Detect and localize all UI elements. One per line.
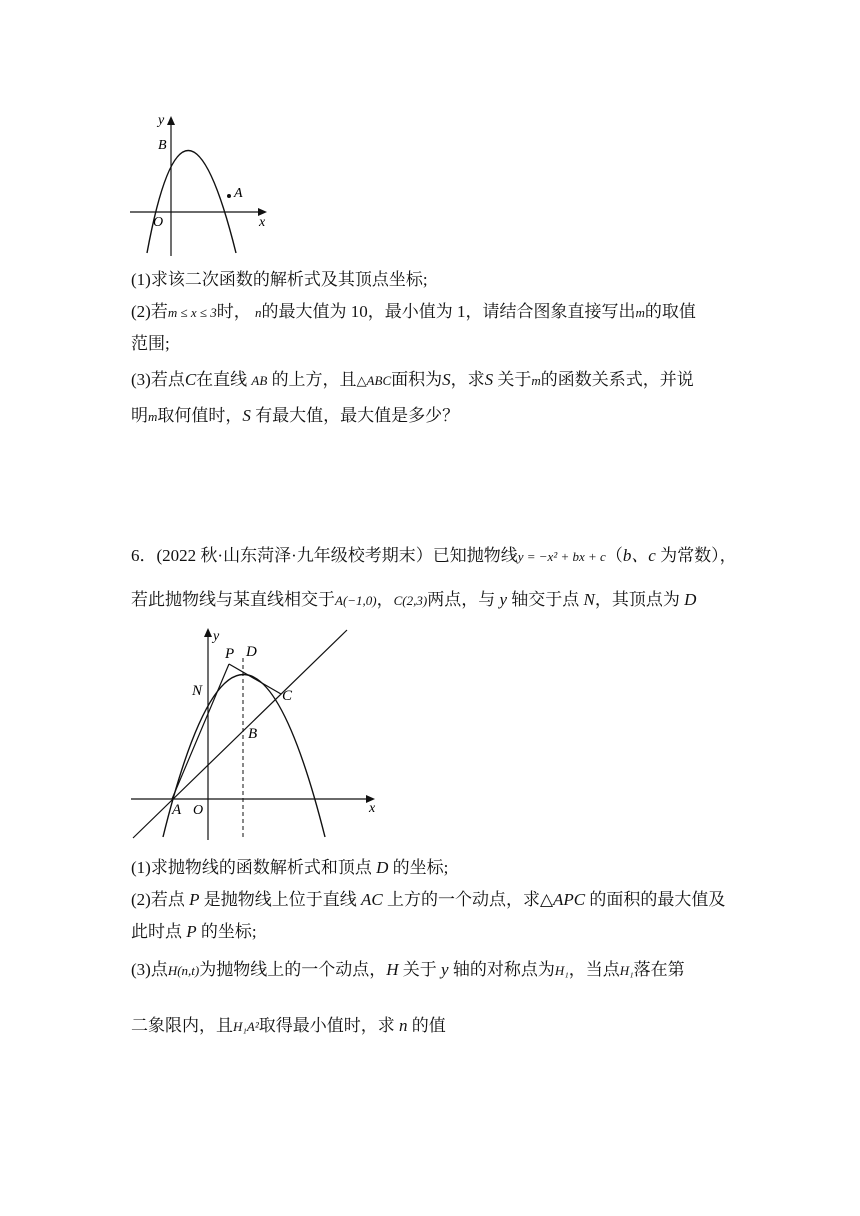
graph2-origin-label: O xyxy=(193,803,204,818)
text-segment: 关于 xyxy=(402,960,437,979)
math-var: n xyxy=(399,1016,408,1035)
math-var: P xyxy=(189,890,200,909)
graph1-point-b-label: B xyxy=(158,138,167,153)
text-segment: 轴的对称点为 xyxy=(452,960,555,979)
text-segment: 的最大值为 10，最小值为 1，请结合图象直接写出 xyxy=(261,302,636,321)
graph2-point-b-label: B xyxy=(248,726,258,742)
text-segment: 此时点 xyxy=(131,922,182,941)
math-var: D xyxy=(376,858,389,877)
text-segment: 为常数）， xyxy=(660,546,737,565)
text-segment: 在直线 xyxy=(196,370,248,389)
problem6-part3-cont xyxy=(131,1016,446,1037)
problem5-part3-cont xyxy=(131,406,459,427)
math-var: N xyxy=(583,590,595,609)
problem6-part2 xyxy=(131,890,725,910)
text-segment: 上方的一个动点，求△ xyxy=(386,890,554,909)
problem5-part3 xyxy=(131,370,694,391)
graph1-origin-label: O xyxy=(153,215,164,230)
graph2-point-n-label: N xyxy=(192,683,203,699)
problem5-part1: (1)求该二次函数的解析式及其顶点坐标; xyxy=(131,270,428,289)
text-segment: 明 xyxy=(131,406,148,425)
math-point: A(−1,0) xyxy=(335,593,377,608)
text-segment: 的函数关系式，并说 xyxy=(540,370,694,389)
problem5-part2-cont: 范围; xyxy=(131,334,170,353)
text-segment: (2)若 xyxy=(131,302,168,321)
graph2-point-p-label: P xyxy=(225,646,235,662)
problem6-part2-cont xyxy=(131,922,257,942)
text-segment: ， xyxy=(376,590,394,609)
graph1-y-label: y xyxy=(158,113,165,128)
math-var: D xyxy=(684,590,697,609)
graph2-point-d-label: D xyxy=(246,644,257,660)
text-segment: ，求 xyxy=(450,370,485,389)
math-var: H xyxy=(386,960,399,979)
math-var: AB xyxy=(251,373,268,388)
text-segment: 若此抛物线与某直线相交于 xyxy=(131,590,335,609)
text-segment: ，其顶点为 xyxy=(594,590,680,609)
text-segment: 的坐标; xyxy=(200,922,257,941)
problem6-intro xyxy=(131,546,737,567)
text-segment: 有最大值，最大值是多少？ xyxy=(255,406,460,425)
text-segment: （ xyxy=(605,546,623,565)
text-segment: (3)若点 xyxy=(131,370,185,389)
math-var: H₁ xyxy=(554,963,569,978)
text-segment: 时， xyxy=(216,302,251,321)
math-point: C(2,3) xyxy=(393,593,428,608)
math-var: y xyxy=(499,590,508,609)
math-expression: H₁A² xyxy=(233,1019,259,1034)
math-var: APC xyxy=(553,890,586,909)
math-var: b、c xyxy=(622,546,656,565)
math-var: C xyxy=(184,370,197,389)
math-var: m xyxy=(148,409,158,424)
text-segment: 的取值 xyxy=(644,302,696,321)
text-segment: ，当点 xyxy=(568,960,620,979)
graph1-x-label: x xyxy=(259,215,266,230)
math-equation: y = −x² + bx + c xyxy=(517,549,606,564)
text-segment: 的值 xyxy=(411,1016,446,1035)
problem5-parabola-graph xyxy=(125,108,275,258)
problem6-intro-cont xyxy=(131,590,696,611)
math-point: H(n,t) xyxy=(167,963,200,978)
math-var: H₁ xyxy=(619,963,634,978)
text-segment: (3)点 xyxy=(131,960,168,979)
math-var: P xyxy=(186,922,197,941)
text-segment: 的坐标; xyxy=(392,858,449,877)
text-segment: 为抛物线上的一个动点， xyxy=(199,960,387,979)
text-segment: (2)若点 xyxy=(131,890,185,909)
text-segment: 关于 xyxy=(497,370,532,389)
text-segment: 面积为 xyxy=(391,370,443,389)
problem5-part2 xyxy=(131,302,696,323)
text-segment: (1)求抛物线的函数解析式和顶点 xyxy=(131,858,372,877)
text-segment: 落在第 xyxy=(633,960,685,979)
graph2-point-a-label: A xyxy=(172,802,182,818)
math-var: m xyxy=(531,373,541,388)
math-var: △ABC xyxy=(356,373,392,388)
graph2-point-c-label: C xyxy=(282,688,293,704)
text-segment: 二象限内，且 xyxy=(131,1016,233,1035)
math-var: S xyxy=(484,370,494,389)
math-var: n xyxy=(255,305,262,320)
problem6-part1 xyxy=(131,858,448,878)
math-var: AC xyxy=(360,890,383,909)
text-segment: 的面积的最大值及 xyxy=(589,890,726,909)
text-segment: 取得最小值时，求 xyxy=(258,1016,395,1035)
math-var: y xyxy=(441,960,449,979)
text-segment: 取何值时， xyxy=(157,406,243,425)
math-range: m ≤ x ≤ 3 xyxy=(167,305,217,320)
math-var: m xyxy=(635,305,645,320)
text-segment: 6．(2022 秋·山东菏泽·九年级校考期末）已知抛物线 xyxy=(131,546,518,565)
text-segment: 是抛物线上位于直线 xyxy=(203,890,357,909)
graph2-x-label: x xyxy=(369,801,376,816)
text-segment: 的上方，且 xyxy=(271,370,357,389)
problem6-part3 xyxy=(131,960,685,981)
math-var: S xyxy=(442,370,451,389)
text-segment: 两点，与 xyxy=(427,590,496,609)
math-var: S xyxy=(242,406,251,425)
graph1-point-a-label: A xyxy=(234,186,243,201)
graph2-y-label: y xyxy=(213,629,220,644)
problem6-parabola-graph xyxy=(125,622,385,844)
text-segment: 轴交于点 xyxy=(511,590,580,609)
